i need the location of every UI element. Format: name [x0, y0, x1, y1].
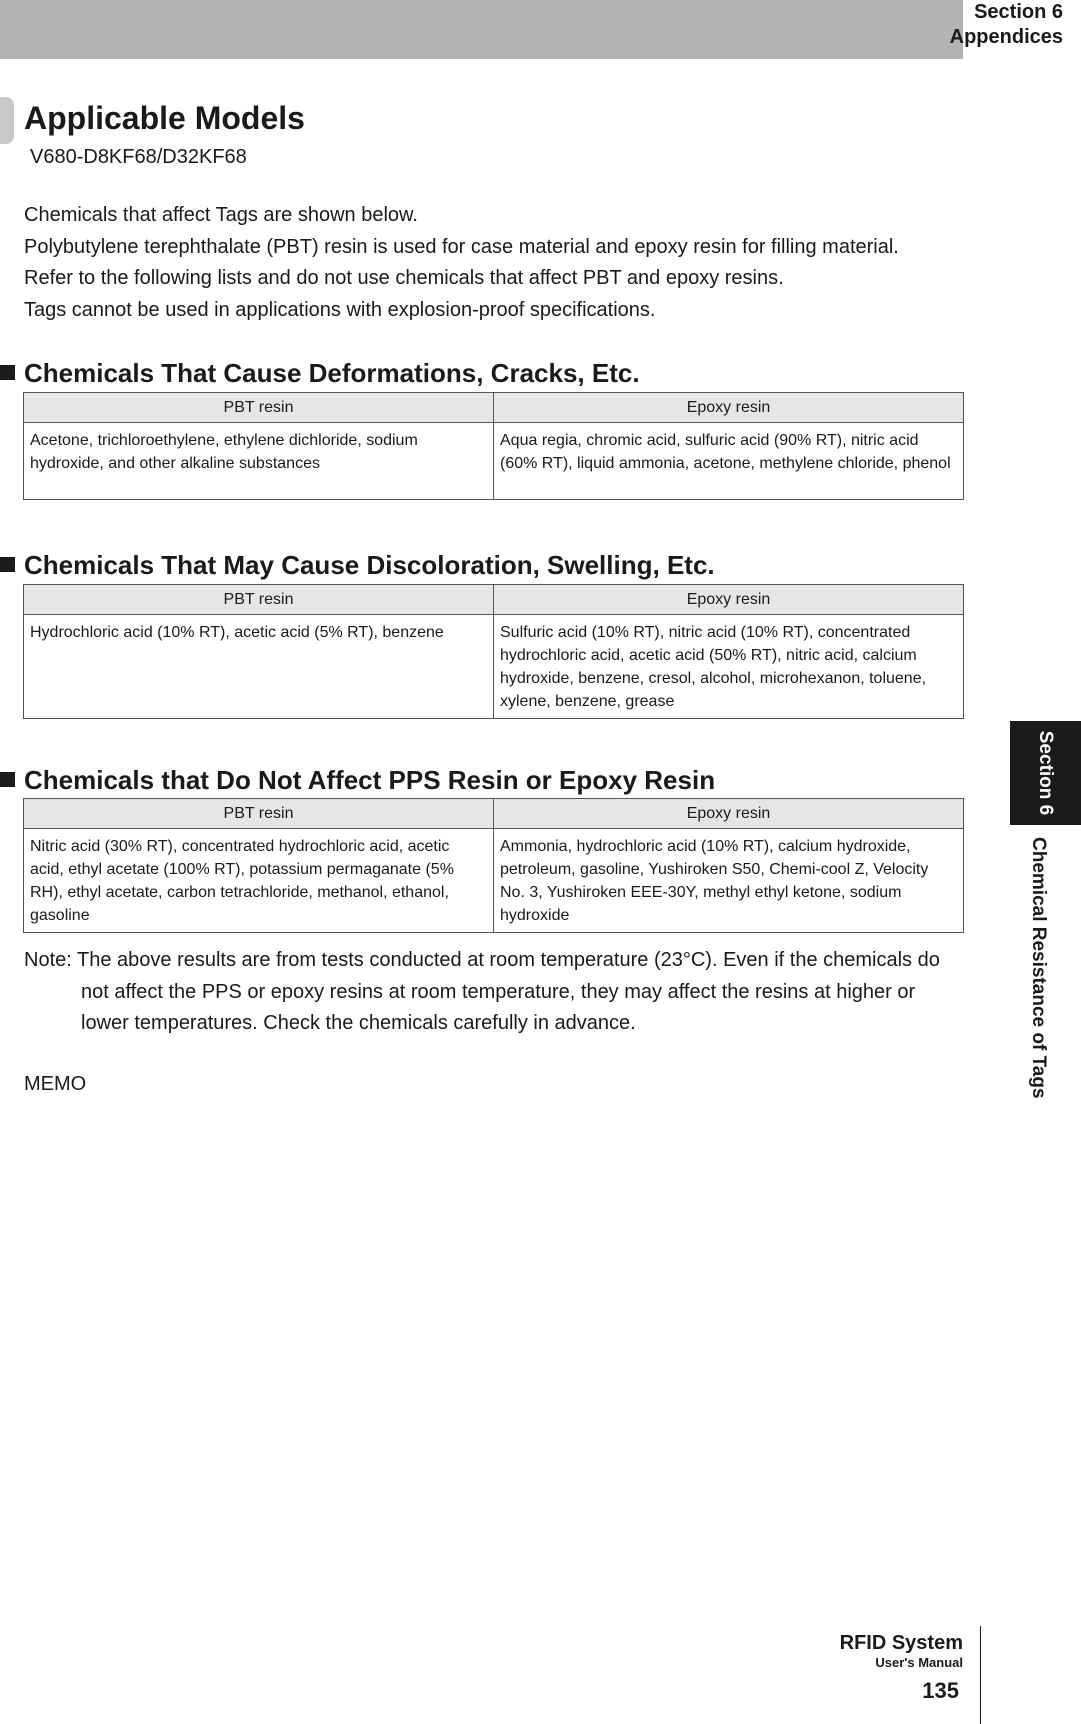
note-text: Note: The above results are from tests conducted at room temperature (23°C). Even if the chemicals do not affect the PPS or epoxy resins at room temperature, they may affect the resins at higher or lower temperatures. Check the chemicals carefully in advance. — [24, 949, 940, 1034]
page-number: 135 — [922, 1678, 959, 1703]
chemicals-table-no-effect — [23, 798, 964, 933]
section-heading-discoloration: Chemicals That May Cause Discoloration, Swelling, Etc. — [0, 550, 715, 580]
title-tab-marker — [0, 97, 14, 144]
column-header-pbt: PBT resin — [24, 585, 494, 615]
column-header-pbt: PBT resin — [24, 799, 494, 829]
column-header-epoxy: Epoxy resin — [494, 585, 964, 615]
intro-text — [24, 200, 964, 326]
table-cell-pbt: Hydrochloric acid (10% RT), acetic acid (5% RT), benzene — [24, 615, 494, 719]
chemicals-table-deformations — [23, 392, 964, 500]
section-heading-no-effect: Chemicals that Do Not Affect PPS Resin or Epoxy Resin — [0, 765, 715, 795]
model-numbers: V680-D8KF68/D32KF68 — [30, 146, 247, 168]
table-row — [24, 615, 964, 719]
chemicals-table-discoloration — [23, 584, 964, 719]
column-header-epoxy: Epoxy resin — [494, 393, 964, 423]
footer-subtitle: User's Manual — [875, 1655, 963, 1670]
table-cell-epoxy: Aqua regia, chromic acid, sulfuric acid (90% RT), nitric acid (60% RT), liquid ammonia, acetone, methylene chloride, phenol — [494, 423, 964, 500]
table-cell-pbt: Acetone, trichloroethylene, ethylene dichloride, sodium hydroxide, and other alkaline substances — [24, 423, 494, 500]
header-chapter: Appendices — [949, 26, 1063, 48]
column-header-pbt: PBT resin — [24, 393, 494, 423]
intro-line: Polybutylene terephthalate (PBT) resin is used for case material and epoxy resin for filling material. — [24, 235, 899, 258]
column-header-epoxy: Epoxy resin — [494, 799, 964, 829]
header-bar — [0, 0, 963, 59]
table-cell-epoxy: Ammonia, hydrochloric acid (10% RT), calcium hydroxide, petroleum, gasoline, Yushiroken S50, Chemi-cool Z, Velocity No. 3, Yushiroken EEE-30Y, methyl ethyl ketone, sodium hydroxide — [494, 829, 964, 933]
page-title: Applicable Models — [24, 100, 305, 136]
table-header-row — [24, 799, 964, 829]
side-chapter-label: Chemical Resistance of Tags — [1028, 837, 1049, 1099]
side-section-tab-label: Section 6 — [1035, 730, 1056, 816]
footer-divider — [980, 1626, 981, 1724]
intro-line: Tags cannot be used in applications with explosion-proof specifications. — [24, 298, 656, 321]
square-bullet-icon — [0, 772, 15, 787]
table-row — [24, 423, 964, 500]
footer-title: RFID System — [839, 1632, 963, 1654]
square-bullet-icon — [0, 365, 15, 380]
intro-line: Chemicals that affect Tags are shown below. — [24, 204, 418, 226]
intro-line: Refer to the following lists and do not use chemicals that affect PBT and epoxy resins. — [24, 267, 784, 289]
table-cell-epoxy: Sulfuric acid (10% RT), nitric acid (10% RT), concentrated hydrochloric acid, acetic acid (50% RT), nitric acid, calcium hydroxide, benzene, cresol, alcohol, microhexanon, toluene, xylene, benzene, grease — [494, 615, 964, 719]
table-row — [24, 829, 964, 933]
section-heading-deformations: Chemicals That Cause Deformations, Cracks, Etc. — [0, 358, 640, 388]
header-section: Section 6 — [974, 1, 1063, 23]
table-header-row — [24, 393, 964, 423]
table-header-row — [24, 585, 964, 615]
header-section-label — [950, 0, 1063, 50]
memo-label: MEMO — [24, 1073, 87, 1095]
table-cell-pbt: Nitric acid (30% RT), concentrated hydrochloric acid, acetic acid, ethyl acetate (100% RT), potassium permaganate (5% RH), ethyl acetate, carbon tetrachloride, methanol, ethanol, gasoline — [24, 829, 494, 933]
square-bullet-icon — [0, 557, 15, 572]
